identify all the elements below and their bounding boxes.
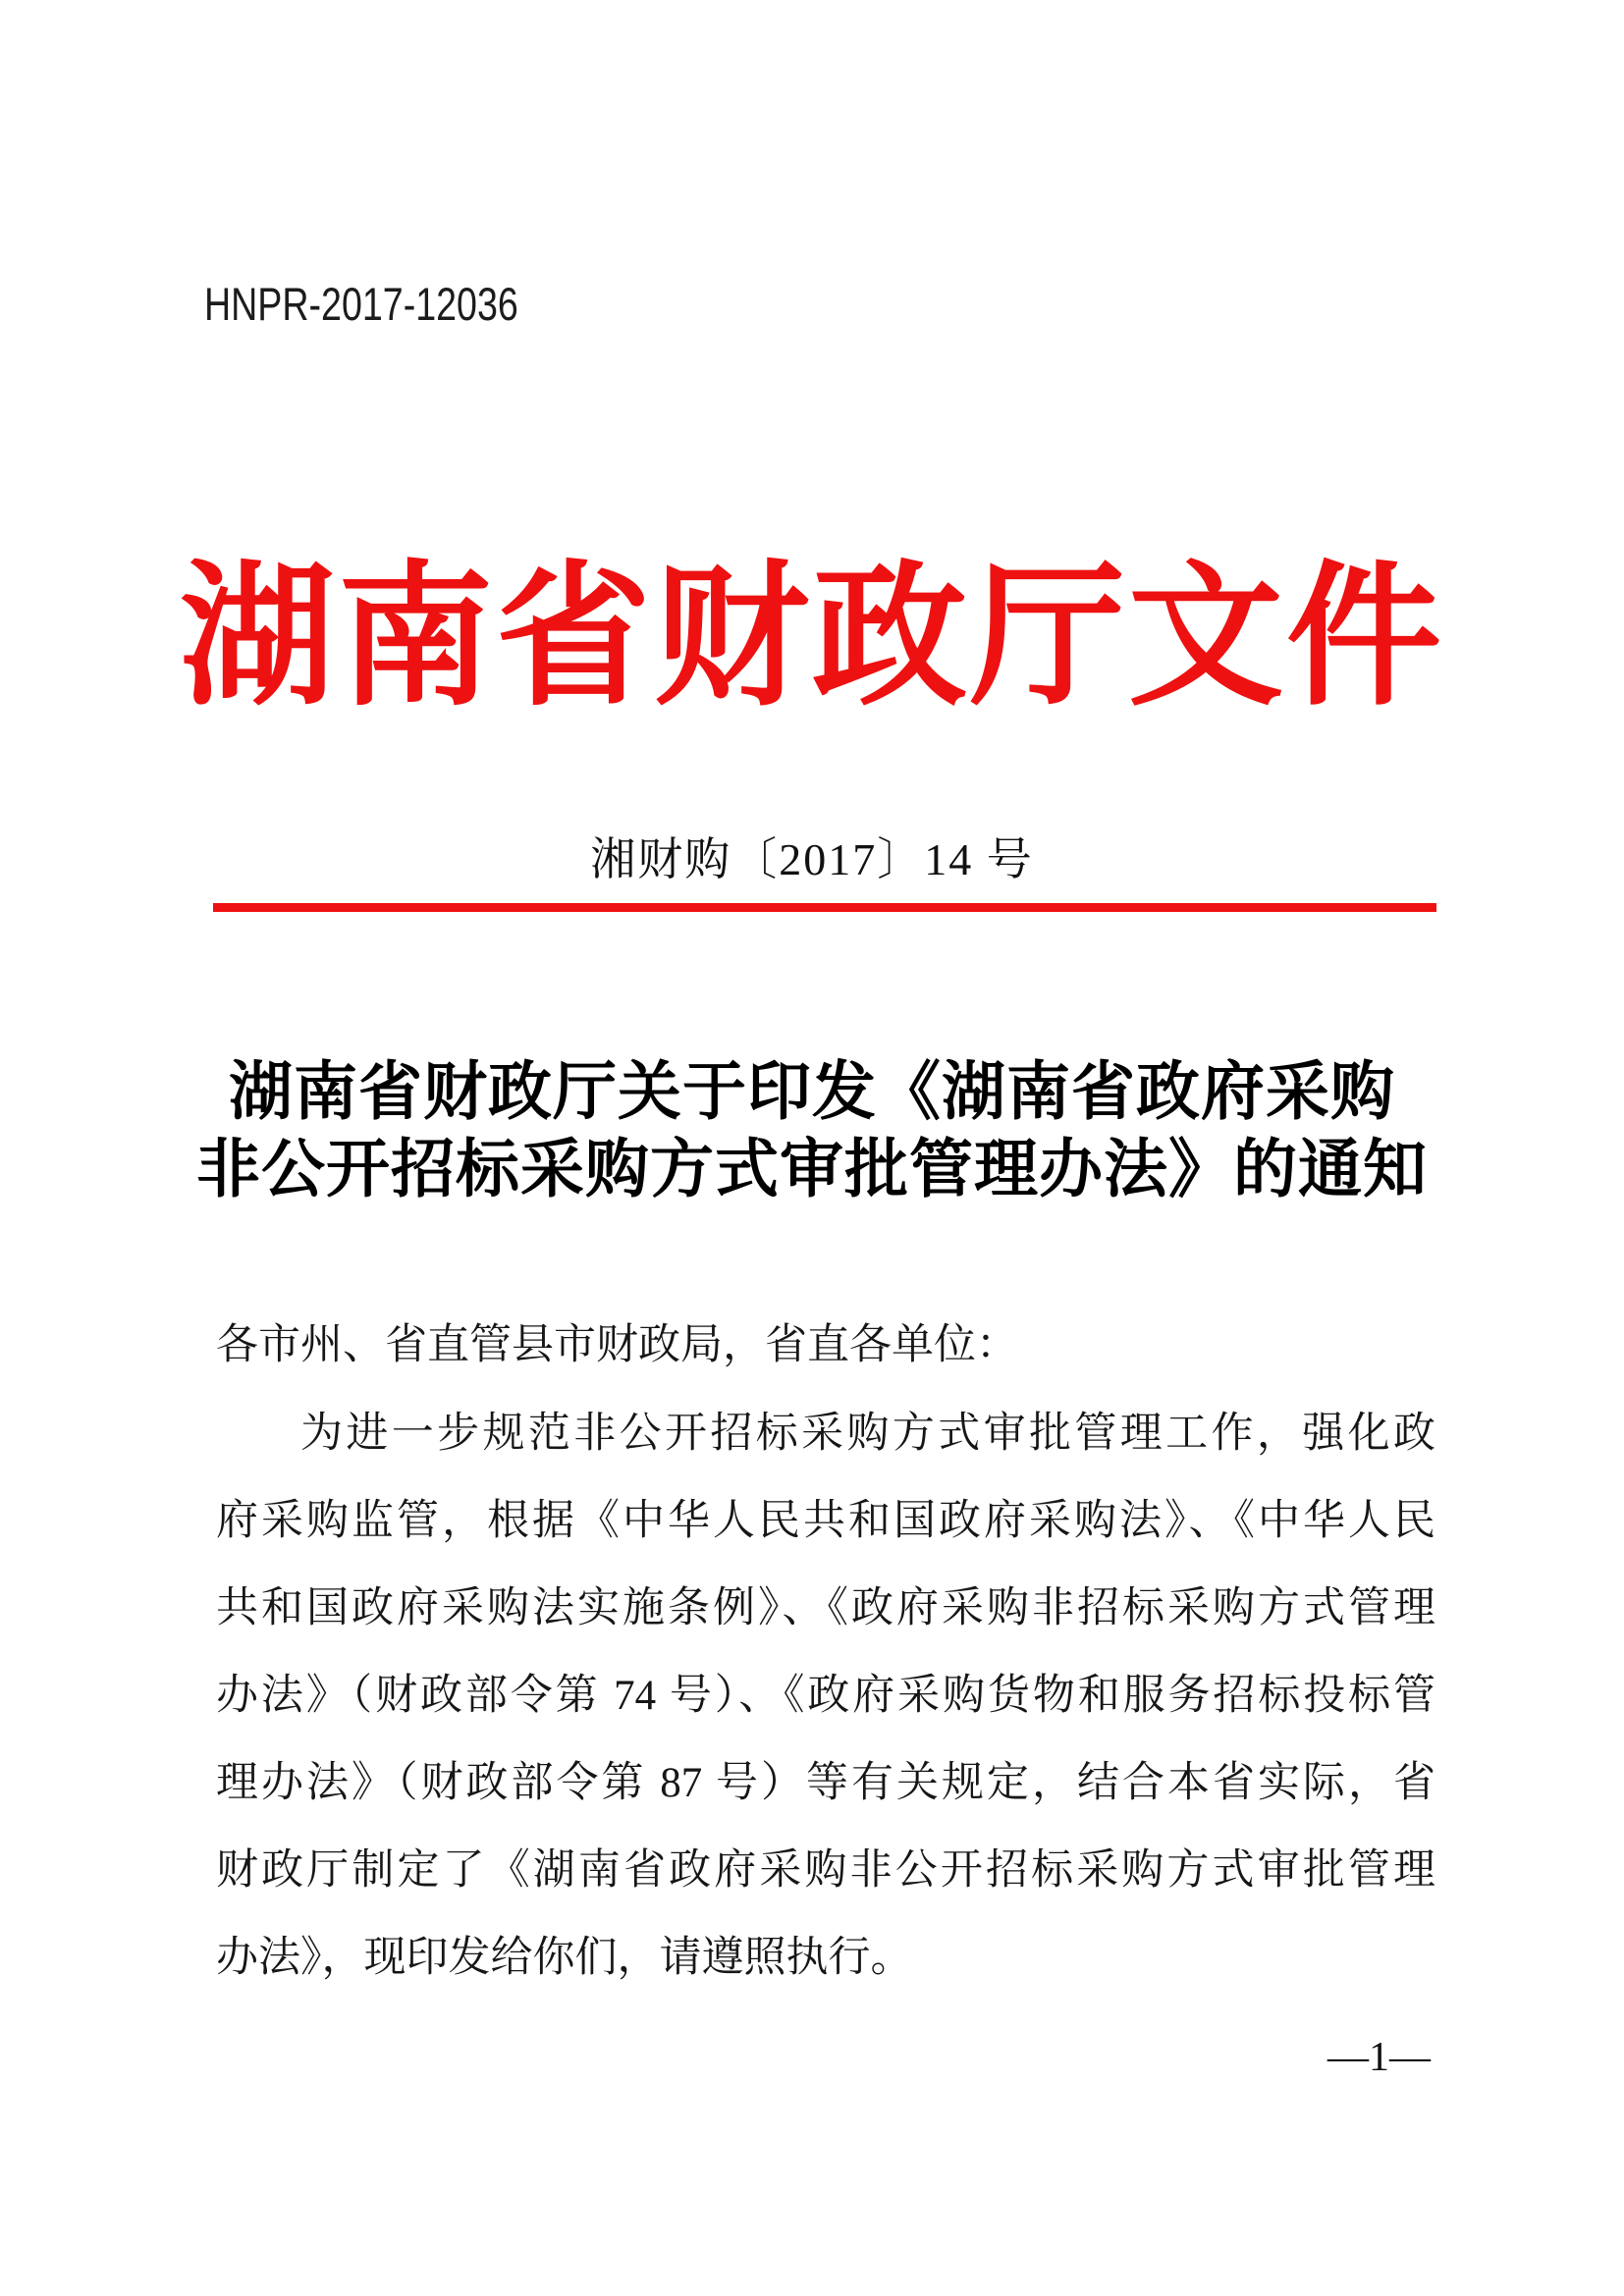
doc-issue-number: 湘财购〔2017〕14 号 [590,834,1034,884]
body-line: 府采购监管，根据《中华人民共和国政府采购法》、《中华人民 [216,1498,1435,1544]
body-line: 理办法》（财政部令第 87 号）等有关规定，结合本省实际，省 [216,1760,1435,1806]
agency-banner-title: 湖南省财政厅文件 [180,553,1444,724]
body-line: 财政厅制定了《湖南省政府采购非公开招标采购方式审批管理 [216,1847,1435,1894]
body-line: 办法》（财政部令第 74 号）、《政府采购货物和服务招标投标管 [216,1673,1435,1719]
notice-title-line1: 湖南省财政厅关于印发《湖南省政府采购 [228,1055,1395,1127]
page-number: —1— [1327,2035,1431,2080]
notice-title-line2: 非公开招标采购方式审批管理办法》的通知 [195,1133,1428,1204]
body-paragraph [216,1390,1435,2002]
body-line: 共和国政府采购法实施条例》、《政府采购非招标采购方式管理 [216,1585,1435,1631]
red-divider-line [213,903,1436,912]
notice-title [0,1052,1624,1207]
doc-reference-code: HNPR-2017-12036 [204,278,518,330]
body-line: 为进一步规范非公开招标采购方式审批管理工作，强化政 [300,1411,1435,1457]
recipients-line: 各市州、省直管县市财政局，省直各单位： [216,1322,1018,1368]
body-line: 办法》，现印发给你们，请遵照执行。 [216,1935,913,1981]
